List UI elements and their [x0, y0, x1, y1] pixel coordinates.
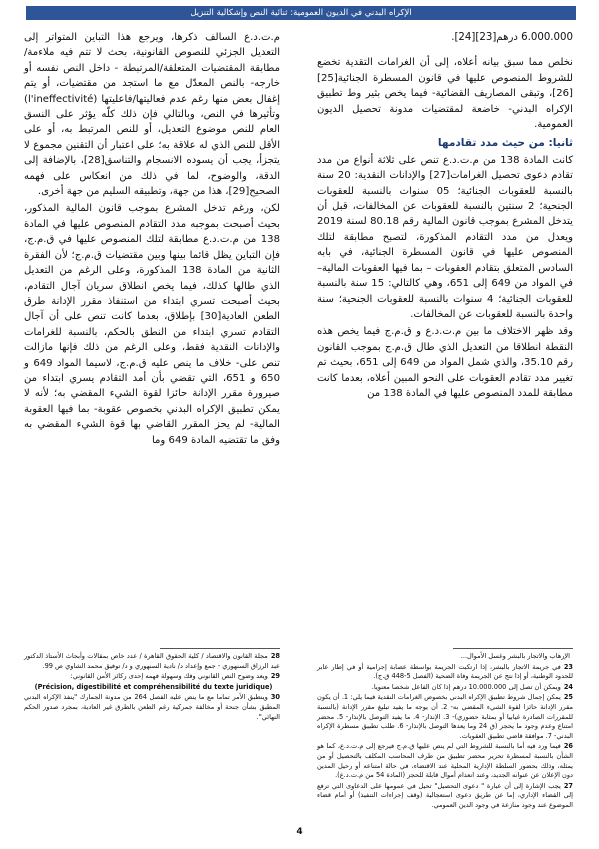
paragraph: وقد ظهر الاختلاف ما بين م.ت.د.ع و ق.م.ج فيما يخص هذه النقطة انطلاقا من التعديل الذي طال ق.م.ج بموجب القانون رقم 35.10، والذي شمل المواد من 649 إلى 651، بحيث تم تغيير مدد تقادم العقوبات على النحو المبين أعلاه، بعدما كانت مطابقة للمدد المنصوص عليها في المادة 138 من: [317, 326, 573, 399]
footnote: الإرهاب والاتجار بالبشر وغسل الأموال...: [460, 652, 570, 660]
footnote: 30وينطبق الأمر تماما مع ما ينص عليه الفصل 264 من مدونة الجمارك "ينفذ الإكراه البدني المطبق بشأن جنحة أو مخالفة جمركية رغم الطعن بالطرق غير العادية، بمجرد صدور الحكم النهائي".: [24, 693, 280, 721]
footnote: 28مجلة القانون والاقتصاد / كلية الحقوق القاهرة / عدد خاص بمقالات وأبحاث الأستاذ الدكتور عبد الرزاق السنهوري - جمع وإعداد د/ نادية السنهوري و د/ توفيق محمد الشاوي ص 99.: [24, 652, 280, 670]
paragraph: م.ت.د.ع السالف ذكرها، ويرجع هذا التباين المتواتر إلى التعديل الجزئي للنصوص القانونية، بحث لا تتم فيه ملاءمة/مطابقة المقتضيات المتعلقة/المرتبطة - داخل النص نفسه أو خارجه- بالنص المعدّل مع ما استجد من مقتضيات، أو يتم إغفال بعض منها رغم عدم فعاليتها/فاعليتها (l'ineffectivité) وتأثيرها في النص، وبالتالي فإن ذلك كلّه يؤثر على النسق العام للنص موضوع التعديل، أو للنص المرتبط به، أو على الأقل للنص الذي له علاقة به؛ على اعتبار أن التقنين مجموع لا يتجزأ، يجب أن يسوده الانسجام والتناسق[28]، بالإضافة إلى الدقة، والوضوح، لما في ذلك من انعكاس على فهمه الصحيح[29]، هذا من جهة، وتطبيقه السليم من جهة أخرى.: [24, 32, 280, 198]
section-heading: ثانيا: من حيث مدد تقادمها: [437, 137, 573, 150]
footnote: 27يجب الإشارة إلى أن عبارة " دعوى التحصيل" تحيل في عمومها على الدعاوى التي ترفع إلى القضاء الإداري، إما عن طريق دعوى استعجالية (وقف إجراءات التنفيذ) أو أمام قضاء الموضوع عند وجود منازعة في وجود الدين العمومي.: [317, 781, 573, 809]
page-number: 4: [296, 827, 303, 837]
footnote-divider: [160, 648, 280, 649]
footnotes-left: [24, 652, 280, 723]
amount-line: 6.000.000 درهم[23][24].: [451, 32, 573, 43]
footnote: 26فيما ورد فيه أما بالنسبة للشروط التي لم ينص عليها ق.م.ج فيرجع إلى م.ت.د.ع، كما هو الشأن بالنسبة لمسطرة تحرير محضر تطبيق من طرف المحاسب المكلف بالتحصيل أو من يمثله، وذلك بحضور السلطة الإدارية المحلية عند الاقتضاء، في حالة امتناعه أو رحيل المدين دون الإعلان عن عنوانه الجديد، وعند انعدام أموال قابلة للحجز (المادة 54 من م.ت.د.ع).: [317, 742, 573, 780]
left-column: [24, 30, 280, 450]
right-column: [317, 30, 573, 403]
footnote: 23في جريمة الاتجار بالبشر، إذا ارتكبت الجريمة بواسطة عصابة إجرامية أو في إطار عابر للحدود الوطنية، أو إذا نتج عن الجريمة وفاة الضحية (الفصل 5-448 ق.ج).: [317, 662, 573, 681]
footnotes-right: [317, 652, 573, 812]
running-header: [26, 6, 576, 20]
paragraph: لكن، ورغم تدخل المشرع بموجب قانون المالية المذكور، بحيث أصبحت بموجبه مدد التقادم المنصوص عليها في المادة 138 من م.ت.د.ع مطابقة لتلك المنصوص عليها في ق.م.ج، فإن التباين يظل قائما بينها وبين مقتضيات ق.م.ج؛ لأن الفقرة الثانية من المادة 138 المذكورة، وعلى الرغم من التعديل الذي طالها كذلك، فيما يخص انطلاق سريان آجال التقادم، بحيث أصبحت تسري ابتداء من استنفاذ مقرر الإدانة طرق الطعن العادية[30] بإطلاق، بعدما كانت تنص على أن آجال التقادم تسري ابتداء من النطق بالحكم، بالنسبة للغرامات والإدانات النقدية فقط، وعلى الرغم من ذلك فإنها مازالت تنص على- خلاف ما ينص عليه ق.م.ج، لاسيما المواد 649 و 650 و 651، التي تقضي بأن أمد التقادم يسري ابتداء من صيرورة مقرر الإدانة حائزا لقوة الشيء المقضي به؛ لأنه لا يمكن تطبيق الإكراه البدني بخصوص عقوبة- بما فيها العقوبة المالية- لم يحز المقرر القاضي بها قوة الشيء المقضي به وفق ما تقتضيه المادة 649 وما: [24, 203, 280, 446]
footnote: 25يمكن إجمال شروط تطبيق الإكراه البدني بخصوص الغرامات النقدية فيما يلي: 1. أن يكون مقرر الإدانة حائزا لقوة الشيء المقضي به- 2. أن يوجه ما يفيد تبليغ مقرر الإدانة (بالنسبة للمقررات الصادرة غيابيا أو بمثابة حضوري)- 3. الإنذار- 4. ما يفيد التوصل بالإنذار- 5. محضر امتناع وعدم وجود ما يحجز (ق 24 وما يعدها التوصل بالإنذار- 6. طلب تطبيق مسطرة الإكراه البدني- 7. موافقة قاضي تطبيق العقوبات.: [317, 693, 574, 740]
paragraph: نخلص مما سبق بيانه أعلاه، إلى أن الغرامات التقدية تخضع للشروط المنصوص عليها في قانون المسطرة الجنائية[25][26]، وتبقى المصاريف القضائية- فيما يخص بثير وط تطبيق الإكراه البدني- خاضعة لمقتضيات مدونة تحصيل الديون العمومية.: [317, 57, 573, 131]
footnote: (Précision, digestibilité et compréhensibilité du texte juridique): [34, 682, 273, 691]
footnote: 24ويمكن أن تصل إلى 10.000.000 درهم إذا كان الفاعل شخصا معنويا.: [371, 682, 573, 691]
paragraph: كانت المادة 138 من م.ت.د.ع تنص على ثلاثة أنواع من مدد تقادم دعوى تحصيل الغرامات[27] والإدانات النقدية: 20 سنة بالنسبة للعقوبات الجنائية؛ 05 سنوات بالنسبة للعقوبات الجنحية؛ 2 سنتين بالنسبة للعقوبات عن المخالفات، قبل أن يتدخل المشرع بموجب قانون المالية رقم 80.18 لسنة 2019 ويعدل من مدد التقادم المذكورة، لتصبح مطابقة لتلك المنصوص عليها في قانون المسطرة الجنائية، في بابه السادس المتعلق بتقادم العقوبات – بما فيها العقوبات المالية– في المواد من 649 إلى 651، وهي كالتالي: 15 سنة بالنسبة للعقوبات الجنائية؛ 4 سنوات بالنسبة للعقوبات الجنحية؛ سنة واحدة بالنسبة للعقوبات عن المخالفات.: [317, 154, 574, 320]
footnote: 29ويعد وضوح النص القانوني وفك وسهولة فهمه إحدى ركائز الأمن القانوني:: [70, 672, 280, 681]
running-header-title: الإكراه البدني في الديون العمومية: ثنائية النص وإشكالية التنزيل: [190, 8, 412, 18]
footnote-divider: [453, 648, 573, 649]
